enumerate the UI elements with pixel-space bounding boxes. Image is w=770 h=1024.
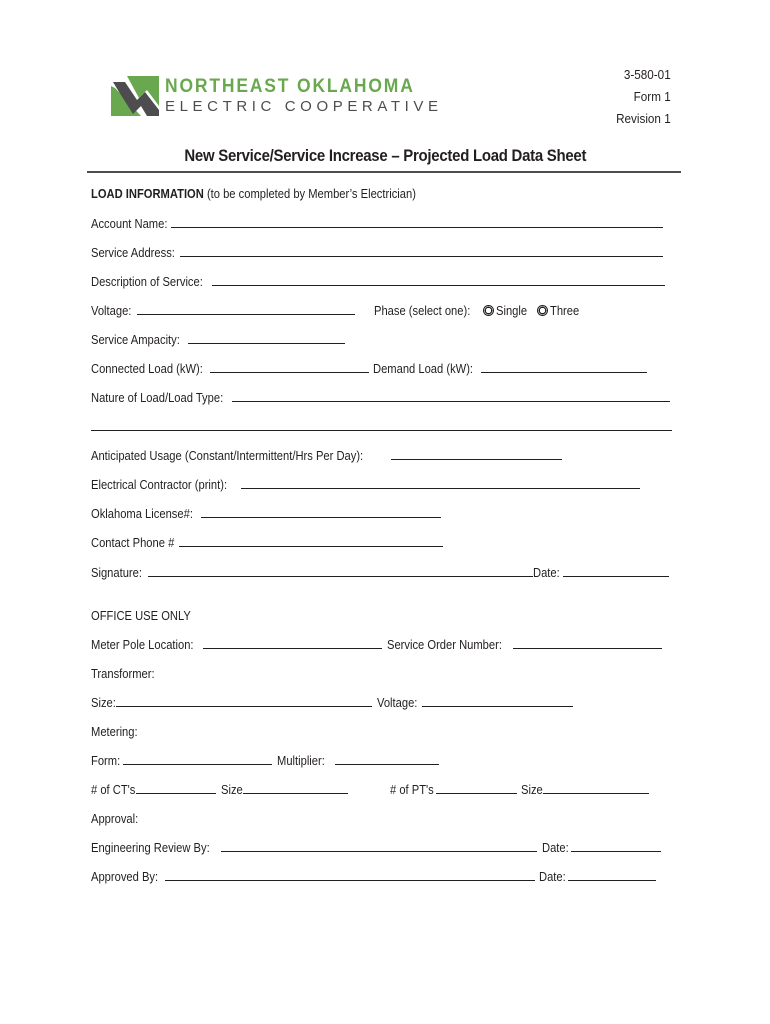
usage-field[interactable] bbox=[391, 445, 562, 460]
metering-heading: Metering: bbox=[91, 724, 138, 739]
nature-field-line2[interactable] bbox=[91, 430, 672, 431]
load-kw-row bbox=[91, 356, 647, 376]
engineering-field[interactable] bbox=[221, 837, 537, 852]
lightning-logo-icon bbox=[111, 76, 159, 116]
phase-three-label: Three bbox=[550, 303, 580, 318]
description-label: Description of Service: bbox=[91, 274, 203, 289]
meter-pole-label: Meter Pole Location: bbox=[91, 637, 194, 652]
org-name-line1: NORTHEAST OKLAHOMA bbox=[165, 76, 415, 97]
phase-single-radio[interactable] bbox=[483, 305, 494, 316]
phase-three-radio[interactable] bbox=[537, 305, 548, 316]
service-address-field[interactable] bbox=[180, 242, 663, 257]
pt-count-label: # of PT's bbox=[390, 782, 434, 797]
connected-load-label: Connected Load (kW): bbox=[91, 361, 203, 376]
transformer-size-label: Size: bbox=[91, 695, 116, 710]
transformer-heading: Transformer: bbox=[91, 666, 155, 681]
multiplier-label: Multiplier: bbox=[277, 753, 325, 768]
metering-form-label: Form: bbox=[91, 753, 121, 768]
transformer-size-field[interactable] bbox=[116, 692, 372, 707]
meter-pole-field[interactable] bbox=[203, 634, 382, 649]
approved-by-row bbox=[91, 864, 656, 884]
engineering-label: Engineering Review By: bbox=[91, 840, 210, 855]
contractor-field[interactable] bbox=[241, 474, 640, 489]
meter-pole-row bbox=[91, 632, 662, 652]
approved-by-field[interactable] bbox=[165, 866, 535, 881]
license-field[interactable] bbox=[201, 503, 441, 518]
approved-date-field[interactable] bbox=[568, 866, 656, 881]
phone-row bbox=[91, 530, 443, 550]
phase-label: Phase (select one): bbox=[374, 303, 471, 318]
nature-label: Nature of Load/Load Type: bbox=[91, 390, 224, 405]
demand-load-field[interactable] bbox=[481, 358, 647, 373]
engineering-date-field[interactable] bbox=[571, 837, 661, 852]
ct-size-label: Size bbox=[221, 782, 243, 797]
office-use-heading: OFFICE USE ONLY bbox=[91, 608, 191, 623]
account-name-field[interactable] bbox=[171, 213, 663, 228]
engineering-date-label: Date: bbox=[542, 840, 569, 855]
page-title: New Service/Service Increase – Projected Load Data Sheet bbox=[184, 146, 586, 165]
form-identifier bbox=[616, 64, 671, 130]
demand-load-label: Demand Load (kW): bbox=[373, 361, 474, 376]
ampacity-label: Service Ampacity: bbox=[91, 332, 180, 347]
title-divider bbox=[87, 171, 681, 173]
transformer-row bbox=[91, 690, 573, 710]
transformer-voltage-label: Voltage: bbox=[377, 695, 418, 710]
pt-size-label: Size bbox=[521, 782, 543, 797]
signature-date-field[interactable] bbox=[563, 562, 669, 577]
usage-row bbox=[91, 443, 562, 463]
service-order-field[interactable] bbox=[513, 634, 662, 649]
license-row bbox=[91, 501, 441, 521]
approval-heading: Approval: bbox=[91, 811, 139, 826]
signature-label: Signature: bbox=[91, 565, 142, 580]
revision-label: Revision 1 bbox=[616, 111, 671, 126]
ct-count-field[interactable] bbox=[136, 779, 216, 794]
service-address-label: Service Address: bbox=[91, 245, 175, 260]
service-order-label: Service Order Number: bbox=[387, 637, 502, 652]
connected-load-field[interactable] bbox=[210, 358, 369, 373]
contractor-row bbox=[91, 472, 640, 492]
transformer-voltage-field[interactable] bbox=[422, 692, 573, 707]
multiplier-field[interactable] bbox=[335, 750, 439, 765]
form-number: 3-580-01 bbox=[624, 67, 671, 82]
service-address-row bbox=[91, 240, 663, 260]
ct-pt-row bbox=[91, 777, 649, 797]
metering-row bbox=[91, 748, 439, 768]
ampacity-row bbox=[91, 327, 345, 347]
load-info-heading: LOAD INFORMATION (to be completed by Member’s Electrician) bbox=[91, 186, 416, 201]
org-name-line2: ELECTRIC COOPERATIVE bbox=[165, 98, 443, 115]
phone-label: Contact Phone # bbox=[91, 535, 175, 550]
description-row bbox=[91, 269, 665, 289]
description-field[interactable] bbox=[212, 271, 665, 286]
engineering-row bbox=[91, 835, 661, 855]
phone-field[interactable] bbox=[179, 532, 443, 547]
account-name-row bbox=[91, 211, 663, 231]
signature-field[interactable] bbox=[148, 562, 533, 577]
form-label: Form 1 bbox=[633, 89, 671, 104]
contractor-label: Electrical Contractor (print): bbox=[91, 477, 228, 492]
nature-field[interactable] bbox=[232, 387, 670, 402]
approved-by-label: Approved By: bbox=[91, 869, 159, 884]
pt-count-field[interactable] bbox=[436, 779, 517, 794]
license-label: Oklahoma License#: bbox=[91, 506, 193, 521]
ct-size-field[interactable] bbox=[243, 779, 348, 794]
pt-size-field[interactable] bbox=[543, 779, 649, 794]
phase-single-label: Single bbox=[496, 303, 528, 318]
ampacity-field[interactable] bbox=[188, 329, 345, 344]
voltage-phase-row bbox=[91, 298, 586, 318]
voltage-field[interactable] bbox=[137, 300, 355, 315]
signature-date-label: Date: bbox=[533, 565, 560, 580]
signature-row bbox=[91, 560, 669, 580]
metering-form-field[interactable] bbox=[123, 750, 272, 765]
usage-label: Anticipated Usage (Constant/Intermittent/Hrs Per Day): bbox=[91, 448, 364, 463]
account-name-label: Account Name: bbox=[91, 216, 168, 231]
voltage-label: Voltage: bbox=[91, 303, 132, 318]
coop-logo bbox=[111, 74, 443, 120]
nature-row bbox=[91, 385, 670, 405]
ct-count-label: # of CT's bbox=[91, 782, 136, 797]
approved-date-label: Date: bbox=[539, 869, 566, 884]
